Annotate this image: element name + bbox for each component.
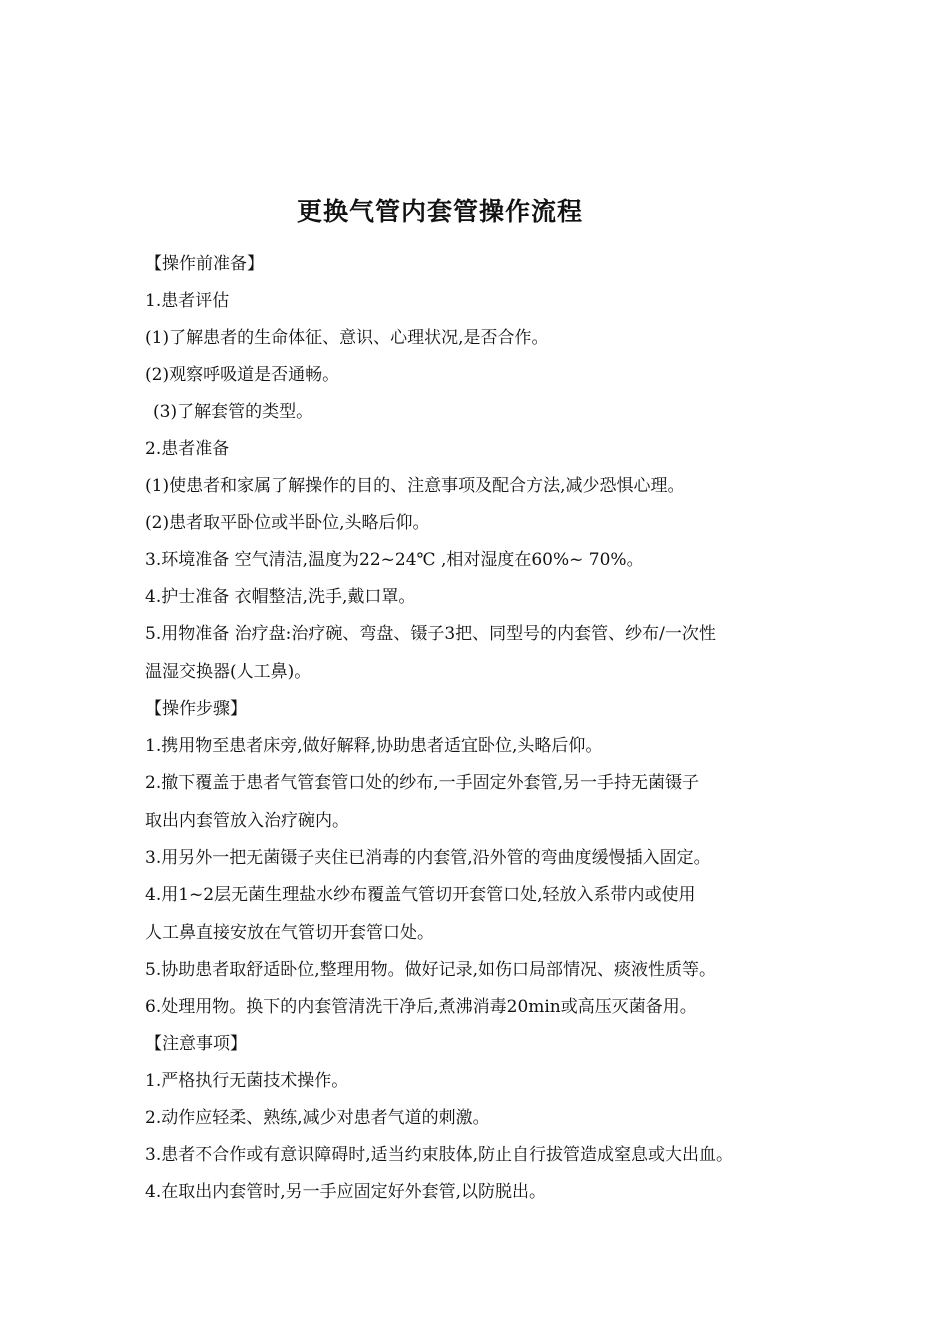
steps-line: 5.协助患者取舒适卧位,整理用物。做好记录,如伤口局部情况、痰液性质等。 bbox=[145, 960, 717, 980]
prep-line: (1)了解患者的生命体征、意识、心理状况,是否合作。 bbox=[145, 328, 549, 348]
steps-line: 2.撤下覆盖于患者气管套管口处的纱布,一手固定外套管,另一手持无菌镊子 bbox=[145, 773, 700, 793]
document-body bbox=[145, 246, 925, 1211]
prep-line: 2.患者准备 bbox=[145, 439, 230, 459]
section-heading-notes: 【注意事项】 bbox=[145, 1034, 247, 1054]
steps-line: 1.携用物至患者床旁,做好解释,协助患者适宜卧位,头略后仰。 bbox=[145, 736, 603, 756]
prep-line: 3.环境准备 空气清洁,温度为22~24℃ ,相对湿度在60%~ 70%。 bbox=[145, 550, 644, 570]
prep-line: (3)了解套管的类型。 bbox=[153, 402, 314, 422]
steps-line: 取出内套管放入治疗碗内。 bbox=[145, 811, 349, 831]
prep-line: 5.用物准备 治疗盘:治疗碗、弯盘、镊子3把、同型号的内套管、纱布/一次性 bbox=[145, 624, 716, 644]
document-title: 更换气管内套管操作流程 bbox=[296, 197, 583, 226]
prep-line: (2)患者取平卧位或半卧位,头略后仰。 bbox=[145, 513, 430, 533]
prep-line: 温湿交换器(人工鼻)。 bbox=[145, 662, 312, 682]
steps-line: 6.处理用物。换下的内套管清洗干净后,煮沸消毒20min或高压灭菌备用。 bbox=[145, 997, 697, 1017]
steps-line: 人工鼻直接安放在气管切开套管口处。 bbox=[145, 923, 434, 943]
steps-line: 4.用1~2层无菌生理盐水纱布覆盖气管切开套管口处,轻放入系带内或使用 bbox=[145, 885, 696, 905]
prep-line: 1.患者评估 bbox=[145, 291, 230, 311]
notes-line: 3.患者不合作或有意识障碍时,适当约束肢体,防止自行拔管造成窒息或大出血。 bbox=[145, 1145, 734, 1165]
prep-line: (1)使患者和家属了解操作的目的、注意事项及配合方法,减少恐惧心理。 bbox=[145, 476, 685, 496]
prep-line: (2)观察呼吸道是否通畅。 bbox=[145, 365, 340, 385]
steps-line: 3.用另外一把无菌镊子夹住已消毒的内套管,沿外管的弯曲度缓慢插入固定。 bbox=[145, 848, 711, 868]
prep-line: 4.护士准备 衣帽整洁,洗手,戴口罩。 bbox=[145, 587, 416, 607]
notes-line: 2.动作应轻柔、熟练,减少对患者气道的刺激。 bbox=[145, 1108, 490, 1128]
section-heading-steps: 【操作步骤】 bbox=[145, 699, 247, 719]
notes-line: 4.在取出内套管时,另一手应固定好外套管,以防脱出。 bbox=[145, 1182, 547, 1202]
section-heading-prep: 【操作前准备】 bbox=[145, 254, 264, 274]
notes-line: 1.严格执行无菌技术操作。 bbox=[145, 1071, 349, 1091]
